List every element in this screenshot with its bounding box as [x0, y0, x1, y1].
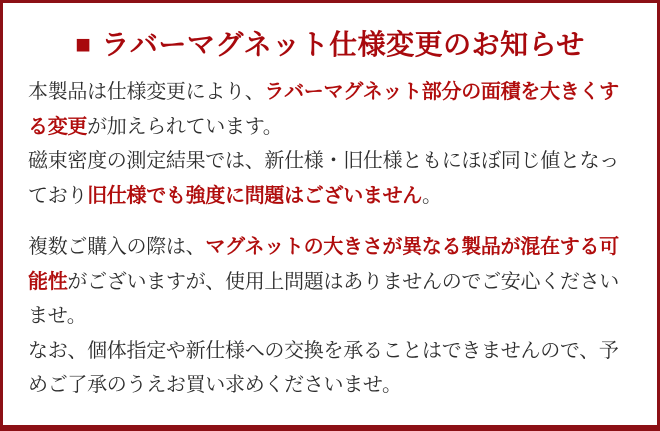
- page-title: [3, 27, 657, 62]
- text-run-emphasis: マグネットの大きさが異なる製品が混在する可能性: [28, 236, 619, 293]
- text-run: 本製品は仕様変更により、: [28, 81, 265, 103]
- notice-paragraph: [28, 334, 632, 403]
- notice-body: [3, 75, 657, 403]
- text-run: 。: [422, 184, 442, 207]
- text-run: がございますが、使用上問題はありませんのでご安心くださいませ。: [28, 270, 620, 327]
- square-bullet-icon: ■: [75, 29, 92, 59]
- text-run: 複数ご購入の際は、: [28, 236, 206, 258]
- notice-paragraph: [28, 230, 632, 334]
- page-title-text: ラバーマグネット仕様変更のお知らせ: [101, 29, 585, 60]
- notice-paragraph: [28, 144, 632, 213]
- text-run: 磁束密度の測定結果では、新仕様・旧仕様ともにほぼ同じ値となっており: [28, 150, 619, 207]
- text-run: なお、個体指定や新仕様への交換を承ることはできませんので、予めご了承のうえお買い求めくださいませ。: [28, 339, 619, 396]
- text-run-emphasis: 旧仕様でも強度に問題はございません: [87, 184, 423, 207]
- text-run: が加えられています。: [87, 115, 283, 138]
- notice-paragraph: [28, 75, 632, 144]
- text-run-emphasis: ラバーマグネット部分の面積を大きくする変更: [28, 81, 619, 138]
